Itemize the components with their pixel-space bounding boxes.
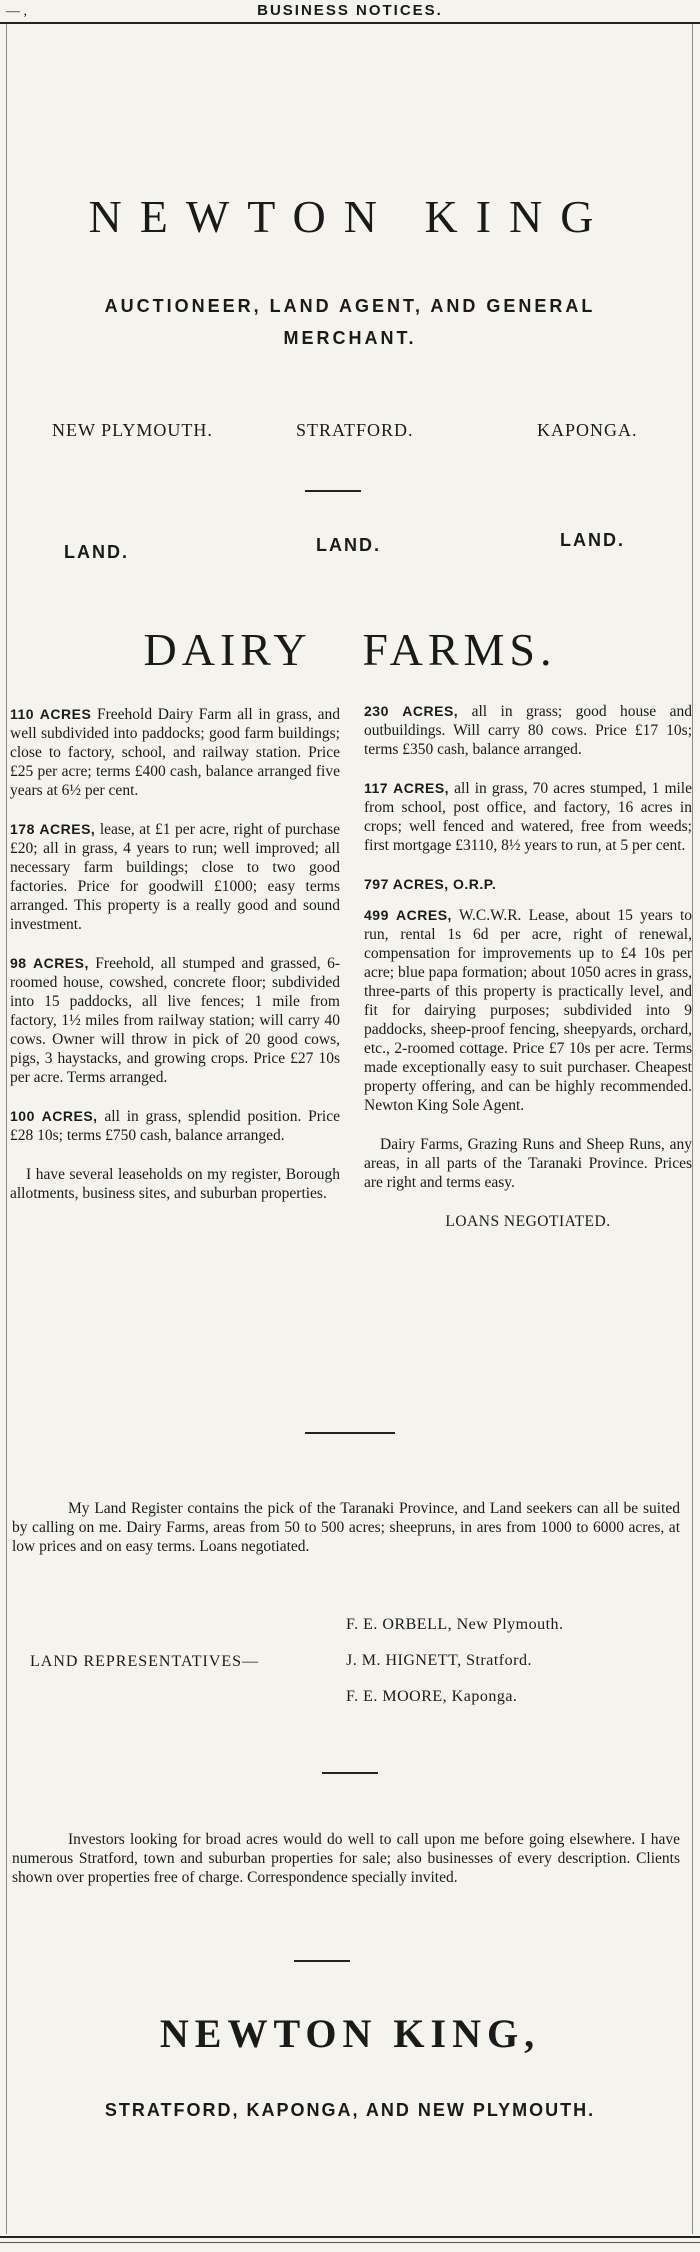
footer-locations: STRATFORD, KAPONGA, AND NEW PLYMOUTH. [104, 2100, 596, 2120]
land-register-paragraph: My Land Register contains the pick of the Taranaki Province, and Land seekers can all be suited by calling on me. Dairy Farms, areas from 50 to 500 acres; sheepruns, in ares from 1000 to 6000 acres, at low prices and on easy terms. Loans negotiated. [12, 1500, 680, 1555]
branch-stratford: STRATFORD. [296, 420, 414, 440]
right-listings-column [364, 702, 692, 1251]
divider-rule [305, 490, 361, 492]
listing: 499 ACRES, W.C.W.R. Lease, about 15 years to run, rental 1s 6d per acre, right of renewal, compensation for improvements up to £4 10s per acre; blue papa formation; about 1050 acres in grass, three-parts of this property is practically level, and fit for dairying purposes; subdivided into 9 paddocks, sheep-proof fencing, sheepyards, orchard, etc., 2-roomed cottage. Price £7 10s per acre. Terms made exceptionally easy to suit purchaser. Cheapest property offering, and can be highly recommended. Newton King Sole Agent. [364, 907, 693, 1114]
representative-moore: F. E. MOORE, Kaponga. [346, 1688, 518, 1705]
loans-negotiated: LOANS NEGOTIATED. [445, 1213, 611, 1230]
representative-orbell: F. E. ORBELL, New Plymouth. [346, 1616, 564, 1633]
listing: 117 ACRES, all in grass, 70 acres stumped, 1 mile from school, post office, and factory, 16 acres in crops; well fenced and watered, free from weeds; first mortgage £3110, 8½ years to run, at 5 per cent. [364, 780, 692, 854]
listing-note: Dairy Farms, Grazing Runs and Sheep Runs, any areas, in all parts of the Taranaki Province. Prices are right and terms easy. [364, 1136, 692, 1191]
land-label-left: LAND. [64, 542, 129, 562]
listing-note: I have several leaseholds on my register, Borough allotments, business sites, and suburban properties. [10, 1166, 340, 1202]
right-column-line [692, 24, 693, 2234]
headline-dairy-farms: DAIRY FARMS. [143, 624, 557, 675]
left-listings-column [10, 705, 340, 1223]
brand-name-bottom: NEWTON KING, [159, 2011, 541, 2056]
left-column-line [6, 24, 7, 2234]
divider-rule [305, 1432, 395, 1434]
running-head: BUSINESS NOTICES. [257, 2, 443, 19]
listing: 110 ACRES Freehold Dairy Farm all in grass, and well subdivided into paddocks; good farm buildings; close to factory, school, and railway station. Price £25 per acre; terms £400 cash, balance arranged five years at 6½ per cent. [10, 706, 340, 799]
bottom-rule-thin [0, 2242, 700, 2243]
listing: 797 ACRES, O.R.P. [364, 876, 497, 892]
land-label-right: LAND. [560, 530, 625, 550]
listing: 230 ACRES, all in grass; good house and outbuildings. Will carry 80 cows. Price £17 10s; terms £350 cash, balance arranged. [364, 703, 692, 758]
brand-subtitle: AUCTIONEER, LAND AGENT, AND GENERAL MERCHANT. [104, 296, 596, 348]
bottom-rule [0, 2236, 700, 2238]
divider-rule [322, 1772, 378, 1774]
branch-new-plymouth: NEW PLYMOUTH. [52, 420, 213, 440]
divider-rule [294, 1960, 350, 1962]
listing: 98 ACRES, Freehold, all stumped and grassed, 6-roomed house, cowshed, concrete floor; subdivided into 15 paddocks, all live fences; 1 mile from factory, 1½ miles from railway station; will carry 40 cows. Owner will throw in pick of 20 good cows, pigs, 3 haystacks, and growing crops. Price £27 10s per acre. Terms arranged. [10, 955, 341, 1086]
top-rule [0, 22, 700, 24]
listing: 178 ACRES, lease, at £1 per acre, right of purchase £20; all in grass, 4 years to run; well improved; all necessary farm buildings; close to two good factories. Price for goodwill £1000; easy terms arranged. This property is a really good and sound investment. [10, 821, 341, 933]
corner-mark: ― , [6, 4, 27, 19]
representatives-label: LAND REPRESENTATIVES— [30, 1653, 260, 1670]
branch-kaponga: KAPONGA. [537, 420, 638, 440]
representative-hignett: J. M. HIGNETT, Stratford. [346, 1652, 532, 1669]
land-label-center: LAND. [316, 535, 381, 555]
brand-name-top: NEWTON KING [88, 191, 612, 242]
listing: 100 ACRES, all in grass, splendid position. Price £28 10s; terms £750 cash, balance arranged. [10, 1108, 340, 1144]
investors-paragraph: Investors looking for broad acres would do well to call upon me before going elsewhere. I have numerous Stratford, town and suburban properties for sale; also businesses of every description. Clients shown over properties free of charge. Correspondence specially invited. [12, 1831, 680, 1886]
